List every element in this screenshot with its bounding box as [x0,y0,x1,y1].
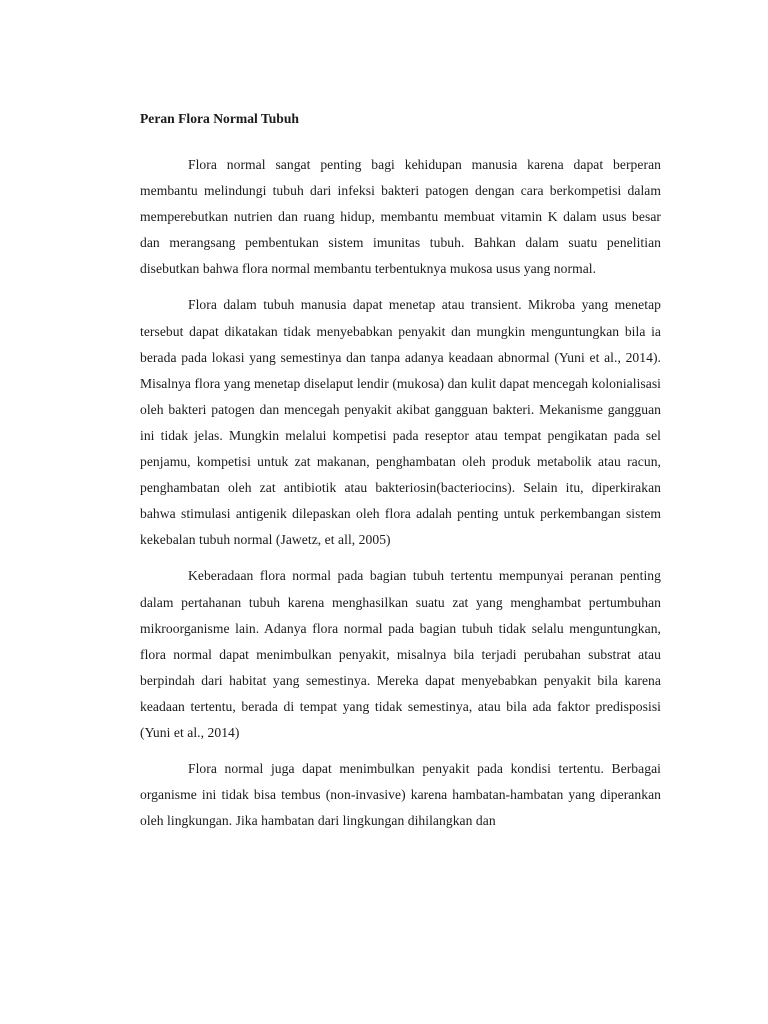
document-title: Peran Flora Normal Tubuh [140,111,299,126]
paragraph-3: Keberadaan flora normal pada bagian tubuh tertentu mempunyai peranan penting dalam pertahanan tubuh karena menghasilkan suatu zat yang menghambat pertumbuhan mikroorganisme lain. Adanya flora normal pada bagian tubuh tidak selalu menguntungkan, flora normal dapat menimbulkan penyakit, misalnya bila terjadi perubahan substrat atau berpindah dari habitat yang semestinya. Mereka dapat menyebabkan penyakit bila karena keadaan tertentu, berada di tempat yang tidak semestinya, atau bila ada faktor predisposisi (Yuni et al., 2014) [140,568,661,740]
document-body [140,109,661,844]
paragraph-2: Flora dalam tubuh manusia dapat menetap atau transient. Mikroba yang menetap tersebut dapat dikatakan tidak menyebabkan penyakit dan mungkin menguntungkan bila ia berada pada lokasi yang semestinya dan tanpa adanya keadaan abnormal (Yuni et al., 2014). Misalnya flora yang menetap diselaput lendir (mukosa) dan kulit dapat mencegah kolonialisasi oleh bakteri patogen dan mencegah penyakit akibat gangguan bakteri. Mekanisme gangguan ini tidak jelas. Mungkin melalui kompetisi pada reseptor atau tempat pengikatan pada sel penjamu, kompetisi untuk zat makanan, penghambatan oleh produk metabolik atau racun, penghambatan oleh zat antibiotik atau bakteriosin(bacteriocins). Selain itu, diperkirakan bahwa stimulasi antigenik dilepaskan oleh flora adalah penting untuk perkembangan sistem kekebalan tubuh normal (Jawetz, et all, 2005) [140,297,661,548]
paragraph-1: Flora normal sangat penting bagi kehidupan manusia karena dapat berperan membantu melindungi tubuh dari infeksi bakteri patogen dengan cara berkompetisi dalam memperebutkan nutrien dan ruang hidup, membantu membuat vitamin K dalam usus besar dan merangsang pembentukan sistem imunitas tubuh. Bahkan dalam suatu penelitian disebutkan bahwa flora normal membantu terbentuknya mukosa usus yang normal. [140,157,661,277]
paragraph-4: Flora normal juga dapat menimbulkan penyakit pada kondisi tertentu. Berbagai organisme ini tidak bisa tembus (non-invasive) karena hambatan-hambatan yang diperankan oleh lingkungan. Jika hambatan dari lingkungan dihilangkan dan [140,761,661,829]
